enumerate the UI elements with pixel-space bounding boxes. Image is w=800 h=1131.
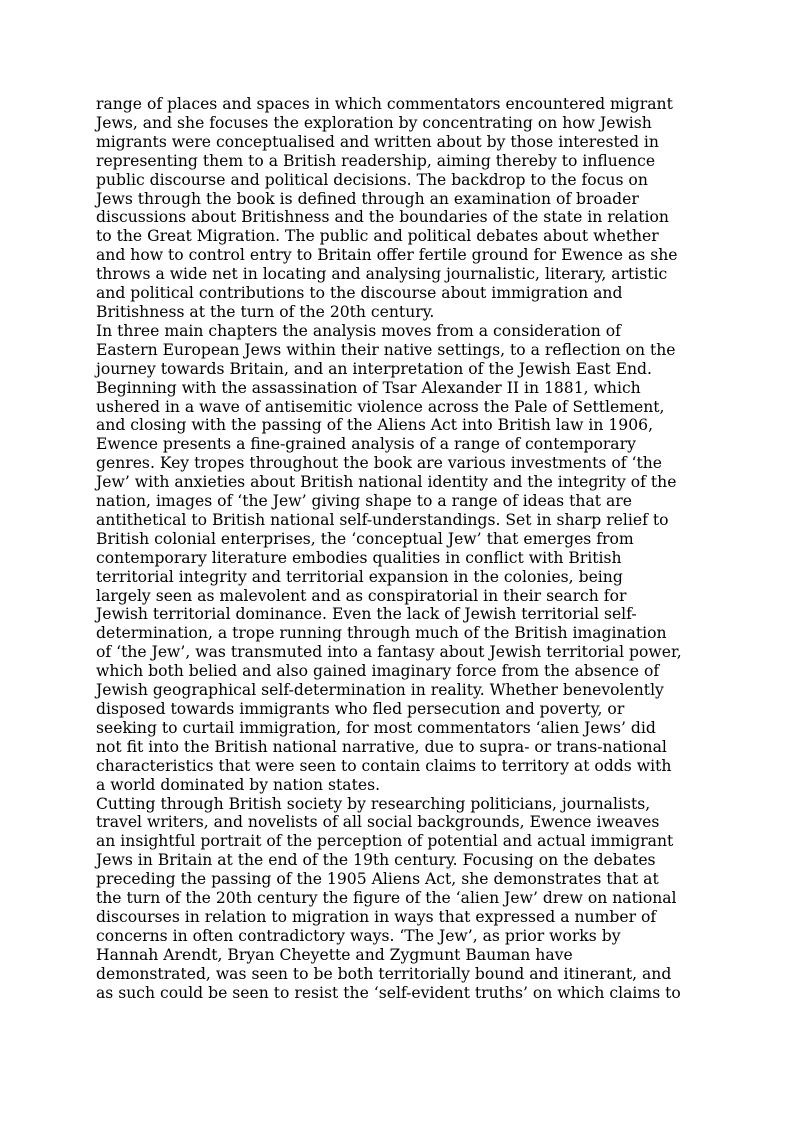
- body-paragraph: Cutting through British society by researching politicians, journalists, travel writers, and novelists of all social backgrounds, Ewence iweaves an insightful portrait of the perception of potential and actual immigrant Jews in Britain at the end of the 19th century. Focusing on the debates preceding the passing of the 1905 Aliens Act, she demonstrates that at the turn of the 20th century the figure of the ‘alien Jew’ drew on national discourses in relation to migration in ways that expressed a number of concerns in often contradictory ways. ‘The Jew’, as prior works by Hannah Arendt, Bryan Cheyette and Zygmunt Bauman have demonstrated, was seen to be both territorially bound and itinerant, and as such could be seen to resist the ‘self-evident truths’ on which claims to: [96, 794, 681, 1002]
- document-page: [96, 95, 706, 1003]
- body-paragraph: In three main chapters the analysis moves from a consideration of Eastern European Jews within their native settings, to a reflection on the journey towards Britain, and an interpretation of the Jewish East End. Beginning with the assassination of Tsar Alexander II in 1881, which ushered in a wave of antisemitic violence across the Pale of Settlement, and closing with the passing of the Aliens Act into British law in 1906, Ewence presents a fine-grained analysis of a range of contemporary genres. Key tropes throughout the book are various investments of ‘the Jew’ with anxieties about British national identity and the integrity of the nation, images of ‘the Jew’ giving shape to a range of ideas that are antithetical to British national self-understandings. Set in sharp relief to British colonial enterprises, the ‘conceptual Jew’ that emerges from contemporary literature embodies qualities in conflict with British territorial integrity and territorial expansion in the colonies, being largely seen as malevolent and as conspiratorial in their search for Jewish territorial dominance. Even the lack of Jewish territorial self- determination, a trope running through much of the British imagination of ‘the Jew’, was transmuted into a fantasy about Jewish territorial power, which both belied and also gained imaginary force from the absence of Jewish geographical self-determination in reality. Whether benevolently disposed towards immigrants who fled persecution and poverty, or seeking to curtail immigration, for most commentators ‘alien Jews’ did not fit into the British national narrative, due to supra- or trans-national characteristics that were seen to contain claims to territory at odds with a world dominated by nation states.: [96, 321, 682, 794]
- body-paragraph: range of places and spaces in which commentators encountered migrant Jews, and she focuses the exploration by concentrating on how Jewish migrants were conceptualised and written about by those interested in representing them to a British readership, aiming thereby to influence public discourse and political decisions. The backdrop to the focus on Jews through the book is defined through an examination of broader discussions about Britishness and the boundaries of the state in relation to the Great Migration. The public and political debates about whether and how to control entry to Britain offer fertile ground for Ewence as she throws a wide net in locating and analysing journalistic, literary, artistic and political contributions to the discourse about immigration and Britishness at the turn of the 20th century.: [96, 95, 678, 321]
